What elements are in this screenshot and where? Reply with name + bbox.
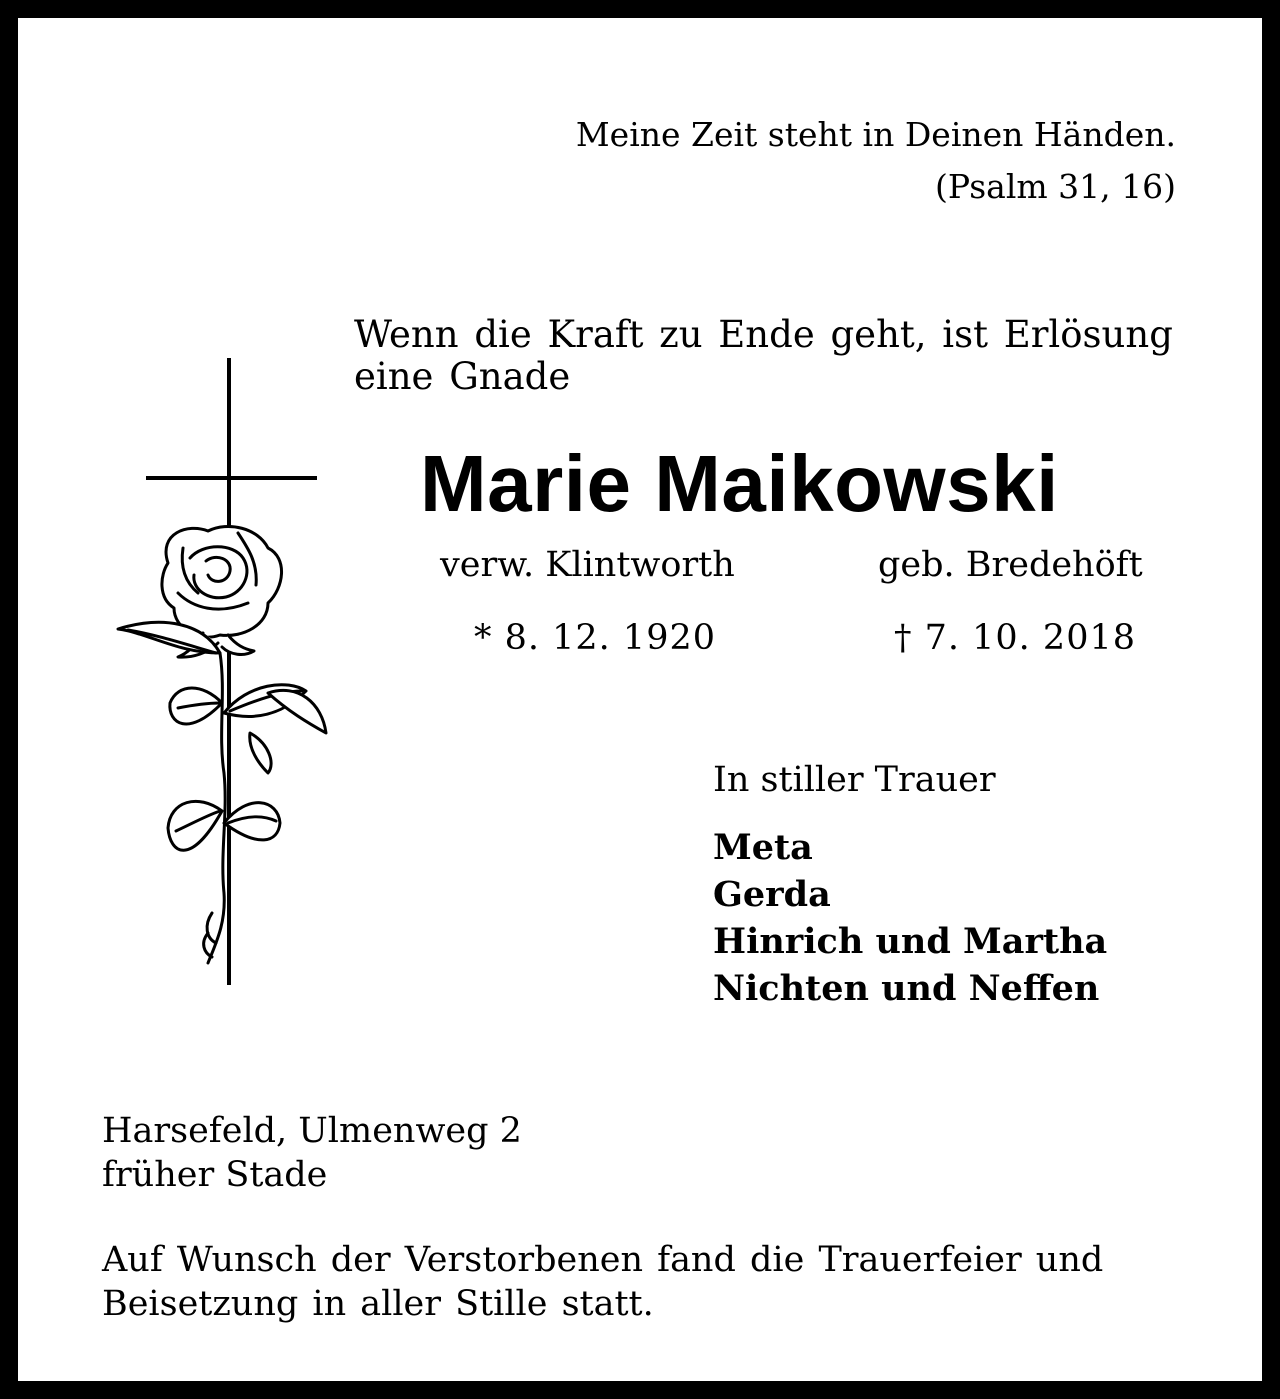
maiden-name: geb. Bredehöft (878, 545, 1143, 585)
rose-icon (118, 526, 326, 963)
cross-rose-illustration (108, 353, 338, 993)
former-residence: früher Stade (102, 1155, 328, 1195)
mourner-name: Meta (713, 827, 813, 868)
address-line: Harsefeld, Ulmenweg 2 (102, 1111, 522, 1151)
birth-date: * 8. 12. 1920 (474, 618, 717, 658)
memorial-quote: Wenn die Kraft zu Ende geht, ist Erlösung eine Gnade (354, 313, 1173, 398)
mourner-name: Hinrich und Martha (713, 921, 1108, 962)
bible-verse: Meine Zeit steht in Deinen Händen. (575, 115, 1176, 154)
bible-verse-source: (Psalm 31, 16) (935, 167, 1176, 206)
cross-icon (146, 358, 317, 985)
mourner-name: Nichten und Neffen (713, 968, 1100, 1009)
widowed-name: verw. Klintworth (440, 545, 735, 585)
mourning-intro: In stiller Trauer (713, 760, 996, 800)
deceased-name: Marie Maikowski (420, 439, 1059, 528)
funeral-notice: Auf Wunsch der Verstorbenen fand die Trauerfeier und Beisetzung in aller Stille statt. (102, 1240, 1104, 1324)
mourner-name: Gerda (713, 874, 831, 915)
death-date: † 7. 10. 2018 (894, 618, 1137, 658)
